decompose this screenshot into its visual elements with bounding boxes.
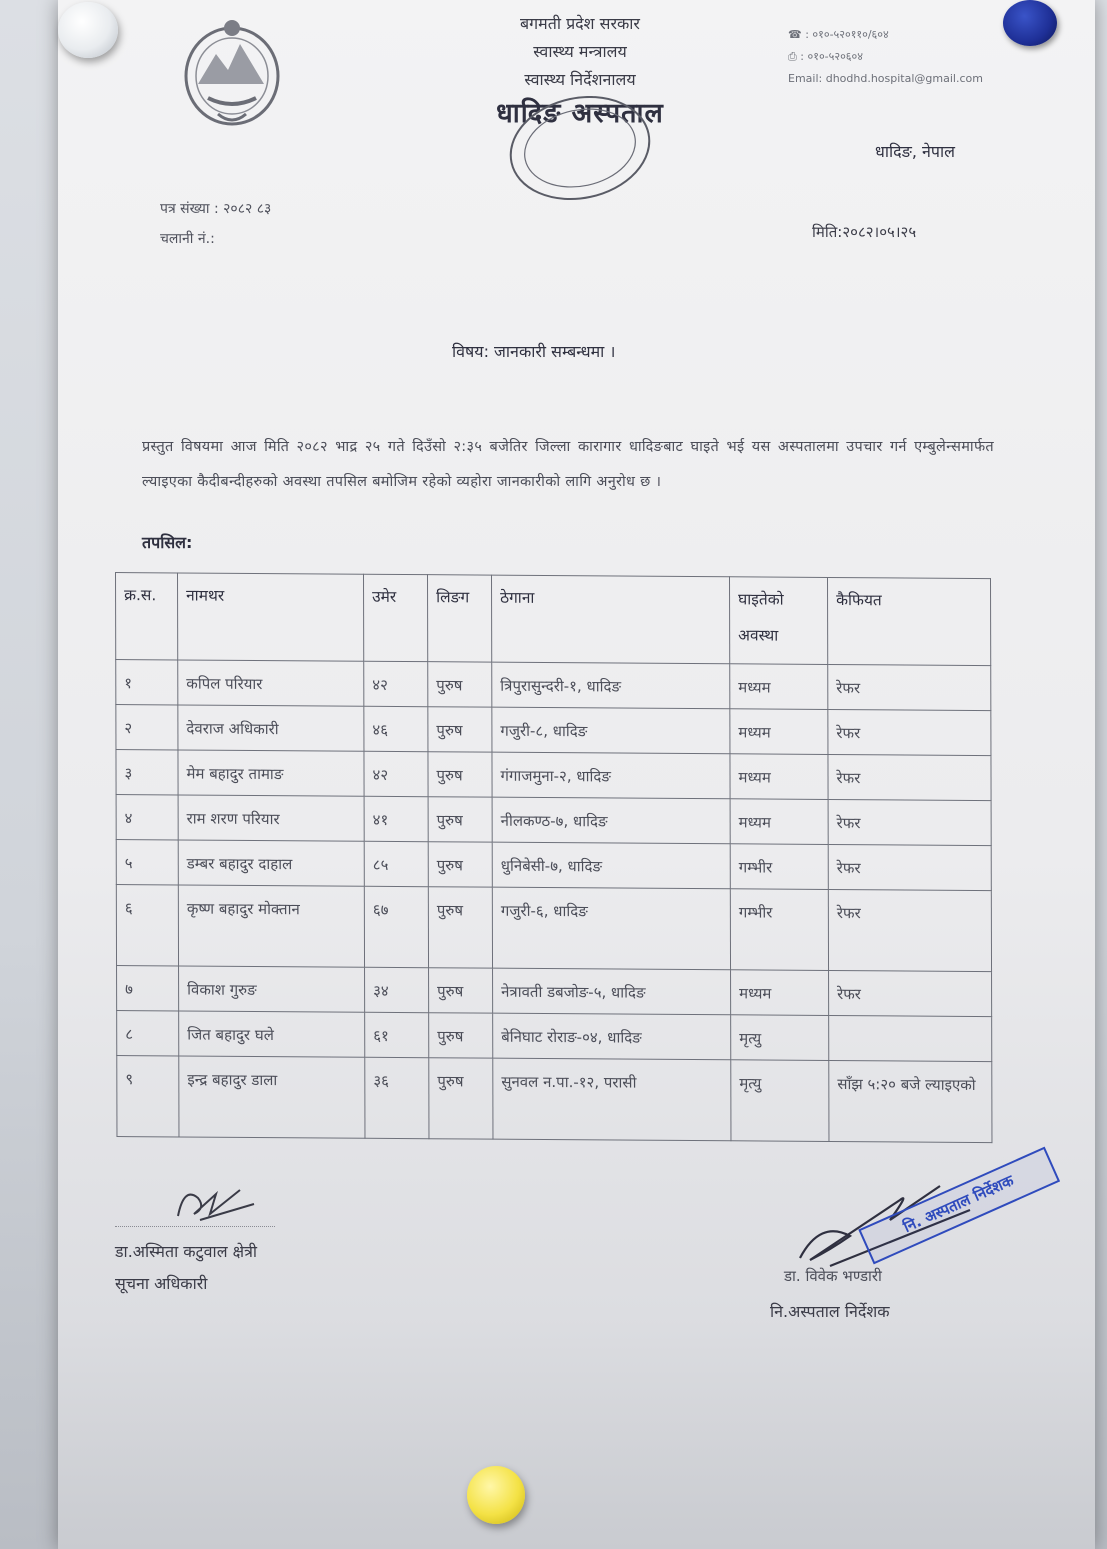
table-row <box>116 660 991 711</box>
details-label: तपसिल: <box>142 533 193 552</box>
cell-name: कपिल परियार <box>178 660 364 706</box>
letter-date: मिति:२०८२।०५।२५ <box>812 223 917 241</box>
hospital-name: धादिङ अस्पताल <box>496 98 664 129</box>
cell-serial: ५ <box>116 840 178 885</box>
table-row <box>117 1056 992 1143</box>
header-age: उमेर <box>364 574 428 661</box>
cell-serial: २ <box>116 705 178 750</box>
cell-condition: मध्यम <box>730 664 828 710</box>
fax-icon: ⎙ : <box>788 50 808 63</box>
table-row <box>116 750 991 801</box>
cell-address: गजुरी-८, धादिङ <box>492 707 730 754</box>
cell-address: गंगाजमुना-२, धादिङ <box>492 752 730 799</box>
table-header-row <box>116 573 991 666</box>
cell-name: जित बहादुर घले <box>179 1011 365 1057</box>
nepal-emblem-icon <box>178 14 286 132</box>
cell-remarks: साँझ ५:२० बजे ल्याइएको <box>829 1060 992 1142</box>
cell-gender: पुरुष <box>429 1058 493 1139</box>
cell-serial: ४ <box>116 795 178 840</box>
letter-body: प्रस्तुत विषयमा आज मिति २०८२ भाद्र २५ गते दिउँसो २:३५ बजेतिर जिल्ला कारागार धादिङबाट घाइते भई यस अस्पतालमा उपचार गर्न एम्बुलेन्समार्फत ल्याइएका कैदीबन्दीहरुको अवस्था तपसिल बमोजिम रहेको व्यहोरा जानकारीको लागि अनुरोध छ । <box>142 439 994 490</box>
information-officer-title: सूचना अधिकारी <box>115 1274 208 1293</box>
patients-table <box>115 572 992 1174</box>
cell-gender: पुरुष <box>428 842 492 887</box>
cell-name: विकाश गुरुङ <box>179 966 365 1012</box>
cell-name: मेम बहादुर तामाङ <box>178 750 364 796</box>
cell-remarks: रेफर <box>828 799 991 845</box>
cell-age: ६७ <box>364 886 428 967</box>
blue-designation-stamp: नि. अस्पताल निर्देशक <box>858 1147 1060 1265</box>
table-row <box>116 840 991 891</box>
table-row <box>117 1011 992 1062</box>
table-row <box>116 885 991 972</box>
cell-age: ६१ <box>365 1012 429 1057</box>
cell-remarks: रेफर <box>828 664 991 710</box>
cell-gender: पुरुष <box>428 887 492 968</box>
header-gender: लिङग <box>428 575 492 662</box>
director-name: डा. विवेक भण्डारी <box>784 1267 882 1285</box>
cell-condition: मध्यम <box>731 970 829 1016</box>
cell-address: त्रिपुरासुन्दरी-१, धादिङ <box>492 662 730 709</box>
information-officer-name: डा.अस्मिता कटुवाल क्षेत्री <box>115 1242 258 1261</box>
cell-age: ८५ <box>364 841 428 886</box>
cell-name: इन्द्र बहादुर डाला <box>179 1056 365 1138</box>
phone-icon: ☎ : <box>788 28 813 41</box>
cell-gender: पुरुष <box>429 968 493 1013</box>
phone-1: ०१०-५२०११०/६०४ <box>812 28 889 41</box>
cell-address: गजुरी-६, धादिङ <box>492 887 730 970</box>
cell-condition: गम्भीर <box>730 844 828 890</box>
cell-age: ४२ <box>364 661 428 706</box>
cell-remarks <box>829 1015 992 1061</box>
cell-serial: १ <box>116 660 178 705</box>
cell-serial: ७ <box>117 966 179 1011</box>
cell-serial: ६ <box>116 885 178 966</box>
cell-remarks: रेफर <box>828 709 991 755</box>
header-injury-condition: घाइतेको अवस्था <box>729 577 827 665</box>
cell-gender: पुरुष <box>428 662 492 707</box>
cell-age: ३६ <box>365 1057 429 1138</box>
cell-address: नीलकण्ठ-७, धादिङ <box>492 797 730 844</box>
cell-remarks: रेफर <box>828 889 991 971</box>
cell-condition: गम्भीर <box>730 889 828 971</box>
cell-name: कृष्ण बहादुर मोक्तान <box>178 885 364 967</box>
dispatch-number: चलानी नं.: <box>160 231 215 247</box>
cell-gender: पुरुष <box>429 1013 493 1058</box>
cell-address: बेनिघाट रोराङ-०४, धादिङ <box>493 1013 731 1060</box>
cell-age: ४६ <box>364 706 428 751</box>
cell-condition: मृत्यु <box>731 1060 829 1142</box>
signature-scribble-icon <box>170 1180 260 1230</box>
header-name: नामथर <box>178 573 364 661</box>
cell-serial: ९ <box>117 1056 179 1137</box>
cell-age: ४१ <box>364 796 428 841</box>
govt-line: बगमती प्रदेश सरकार <box>520 14 640 33</box>
email: Email: dhodhd.hospital@gmail.com <box>788 72 983 85</box>
reference-block <box>160 194 271 254</box>
phone-2: ०१०-५२०६०४ <box>807 50 863 63</box>
ref-number: पत्र संख्या : २०८२ ८३ <box>160 201 272 217</box>
cell-remarks: रेफर <box>828 844 991 890</box>
directorate-line: स्वास्थ्य निर्देशनालय <box>524 70 636 89</box>
white-pushpin-icon <box>58 2 118 58</box>
cell-condition: मध्यम <box>730 799 828 845</box>
cell-serial: ८ <box>117 1011 179 1056</box>
cell-name: देवराज अधिकारी <box>178 705 364 751</box>
cell-address: सुनवल न.पा.-१२, परासी <box>493 1058 731 1141</box>
place: धादिङ, नेपाल <box>875 142 955 161</box>
cell-address: धुनिबेसी-७, धादिङ <box>492 842 730 889</box>
header-serial: क्र.स. <box>116 573 178 660</box>
cell-serial: ३ <box>116 750 178 795</box>
subject-line: विषय: जानकारी सम्बन्धमा । <box>452 342 616 361</box>
cell-gender: पुरुष <box>428 797 492 842</box>
signature-line <box>115 1226 275 1227</box>
cell-remarks: रेफर <box>829 970 992 1016</box>
table-row <box>116 705 991 756</box>
ministry-line: स्वास्थ्य मन्त्रालय <box>533 42 627 61</box>
yellow-pushpin-icon <box>467 1466 525 1524</box>
cell-gender: पुरुष <box>428 707 492 752</box>
director-title: नि.अस्पताल निर्देशक <box>770 1302 890 1321</box>
cell-age: ४२ <box>364 751 428 796</box>
header-remarks: कैफियत <box>827 577 990 665</box>
blue-pushpin-icon <box>1003 0 1057 46</box>
cell-condition: मृत्यु <box>731 1015 829 1061</box>
hospital-round-stamp-icon <box>500 96 660 212</box>
cell-condition: मध्यम <box>730 754 828 800</box>
cell-gender: पुरुष <box>428 752 492 797</box>
cell-age: ३४ <box>365 967 429 1012</box>
contact-info <box>788 24 983 90</box>
cell-address: नेत्रावती डबजोङ-५, धादिङ <box>493 968 731 1015</box>
cell-name: राम शरण परियार <box>178 795 364 841</box>
table-row <box>116 795 991 846</box>
cell-condition: मध्यम <box>730 709 828 755</box>
director-signature-block <box>770 1171 1070 1340</box>
cell-remarks: रेफर <box>828 754 991 800</box>
table-row <box>117 966 992 1017</box>
header-address: ठेगाना <box>492 575 730 664</box>
cell-name: डम्बर बहादुर दाहाल <box>178 840 364 886</box>
